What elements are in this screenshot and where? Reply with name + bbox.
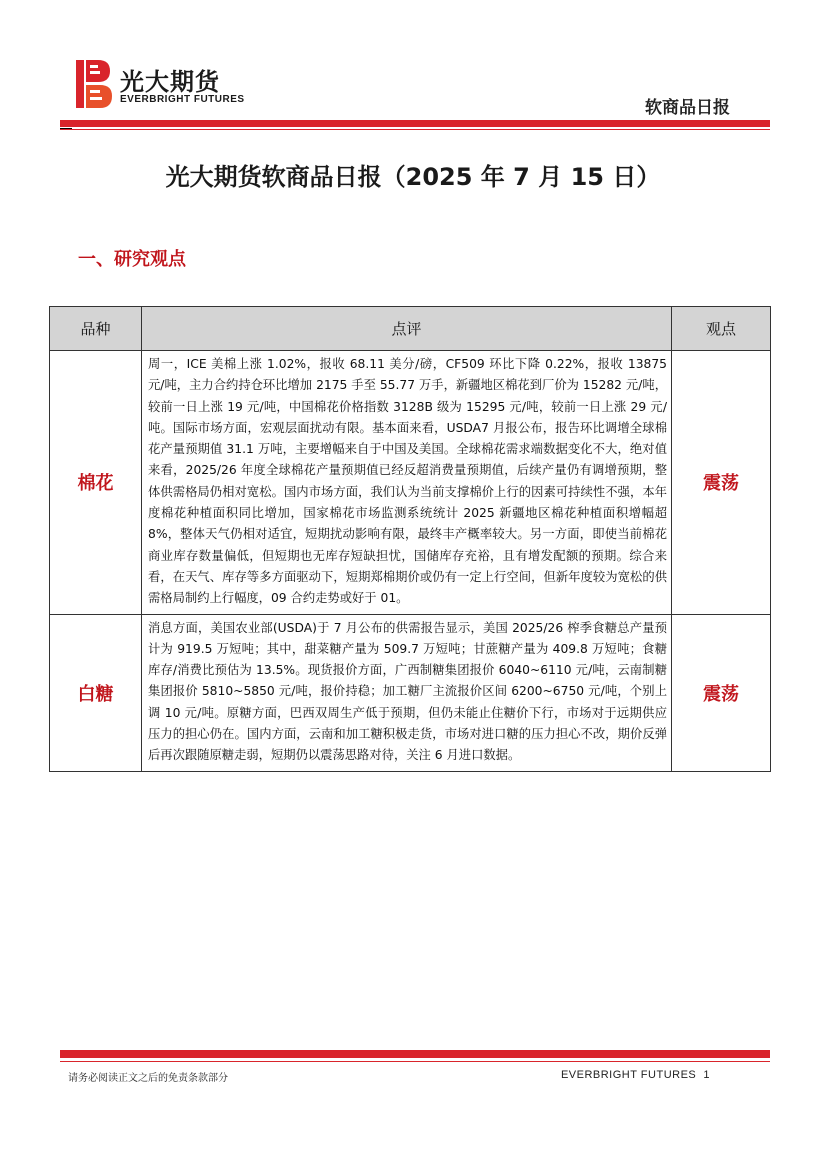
header-thin-line — [60, 129, 770, 130]
report-type-label: 软商品日报 — [645, 98, 730, 118]
header-variety: 品种 — [50, 307, 142, 351]
section-heading: 一、研究观点 — [78, 249, 186, 270]
logo-chinese-name: 光大期货 — [120, 68, 220, 96]
company-logo — [76, 60, 266, 110]
table-row-sugar — [50, 614, 771, 771]
table-header-row — [50, 307, 771, 351]
header-red-bar — [60, 120, 770, 127]
report-title: 光大期货软商品日报（2025 年 7 月 15 日） — [165, 163, 661, 191]
logo-english-name: EVERBRIGHT FUTURES — [120, 94, 245, 105]
footer-red-bar — [60, 1050, 770, 1058]
comment-cell: 消息方面，美国农业部(USDA)于 7 月公布的供需报告显示，美国 2025/26 榨季食糖总产量预计为 919.5 万短吨；其中，甜菜糖产量为 509.7 万短吨；甘蔗糖产量为 409.8 万短吨；食糖库存/消费比预估为 13.5%。现货报价方面，广西制糖集团报价 6040~6110 元/吨，云南制糖集团报价 5810~5850 元/吨，报价持稳；加工糖厂主流报价区间 6200~6750 元/吨，个别上调 10 元/吨。原糖方面，巴西双周生产低于预期，但仍未能止住糖价下行，市场对于远期供应压力的担心仍在。国内方面，云南和加工糖积极走货，市场对进口糖的压力担心不改，期价反弹后再次跟随原糖走弱，短期仍以震荡思路对待，关注 6 月进口数据。 — [142, 614, 672, 771]
variety-cell: 棉花 — [50, 351, 142, 615]
footer-company-page — [561, 1069, 710, 1081]
comment-cell: 周一，ICE 美棉上涨 1.02%，报收 68.11 美分/磅，CF509 环比下降 0.22%，报收 13875 元/吨，主力合约持仓环比增加 2175 手至 55.77 万手，新疆地区棉花到厂价为 15282 元/吨，较前一日上涨 19 元/吨，中国棉花价格指数 3128B 级为 15295 元/吨，较前一日上涨 29 元/吨。国际市场方面，宏观层面扰动有限。基本面来看，USDA7 月报公布，报告环比调增全球棉花产量预期值 31.1 万吨，主要增幅来自于中国及美国。全球棉花需求端数据变化不大，绝对值来看，2025/26 年度全球棉花产量预期值已经反超消费量预期值，后续产量仍有调增预期，整体供需格局仍相对宽松。国内市场方面，我们认为当前支撑棉价上行的因素可持续性不强，本年度棉花种植面积同比增加，国家棉花市场监测系统统计 2025 新疆地区棉花种植面积增幅超 8%，整体天气仍相对适宜，短期扰动影响有限，最终丰产概率较大。另一方面，即使当前棉花商业库存数量偏低，但短期也无库存短缺担忧，国储库存充裕，且有增发配额的预期。综合来看，在天气、库存等多方面驱动下，短期郑棉期价或仍有一定上行空间，但新年度较为宽松的供需格局制约上行幅度，09 合约走势或好于 01。 — [142, 351, 672, 615]
header-comment: 点评 — [142, 307, 672, 351]
header-view: 观点 — [672, 307, 771, 351]
view-cell: 震荡 — [672, 351, 771, 615]
footer-thin-line — [60, 1061, 770, 1062]
research-view-table — [49, 306, 771, 772]
table-row-cotton — [50, 351, 771, 615]
view-cell: 震荡 — [672, 614, 771, 771]
everbright-logo-icon — [76, 60, 112, 108]
variety-cell: 白糖 — [50, 614, 142, 771]
footer-company: EVERBRIGHT FUTURES — [560, 1069, 697, 1081]
page-number: 1 — [703, 1069, 710, 1081]
footer-disclaimer: 请务必阅读正文之后的免责条款部分 — [68, 1073, 228, 1084]
